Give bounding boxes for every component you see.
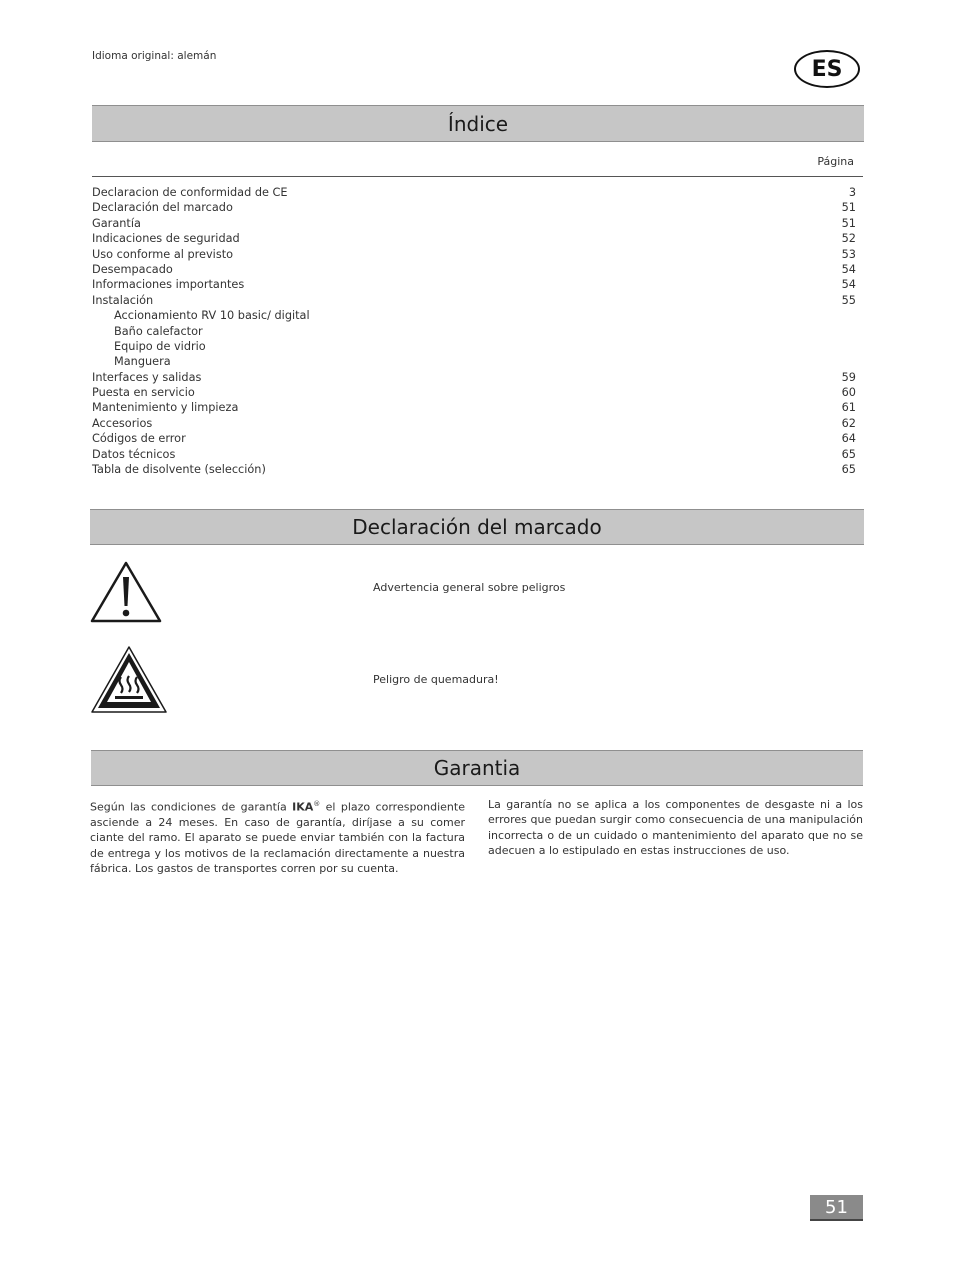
toc-entry xyxy=(92,277,856,292)
toc-entry-page: 65 xyxy=(841,447,856,461)
toc-entry-title: Uso conforme al previsto xyxy=(92,247,234,261)
toc-entry xyxy=(92,247,856,262)
toc-entry-page: 55 xyxy=(841,293,856,307)
toc-entry-page: 59 xyxy=(841,370,856,384)
toc-entry-page xyxy=(836,354,856,369)
toc-entry-title: Indicaciones de seguridad xyxy=(92,232,240,246)
toc-entry-page: 51 xyxy=(841,216,856,230)
symbol-text-warning: Advertencia general sobre peligros xyxy=(373,581,566,594)
toc-entry-page: 54 xyxy=(841,262,856,276)
toc-entry xyxy=(92,385,856,400)
toc-entry xyxy=(92,370,856,385)
original-language-note: Idioma original: alemán xyxy=(92,50,217,62)
garantia-right-paragraph: La garantía no se aplica a los componentes de desgaste ni a los errores que puedan surgir como consecuencia de una manipulación incorrecta o de un cuidado o mantenimiento del aparato que no se adecuen a lo estipulado en estas instrucciones de uso. xyxy=(488,798,863,858)
toc-entry xyxy=(92,293,856,308)
toc-entry-page xyxy=(836,339,856,354)
toc-entry-page: 61 xyxy=(841,401,856,415)
page-number: 51 xyxy=(810,1195,863,1221)
toc-entry-title: Mantenimiento y limpieza xyxy=(92,401,239,415)
toc-entry-title: Tabla de disolvente (selección) xyxy=(92,463,266,477)
toc-entry xyxy=(92,185,856,200)
toc-entry-page: 54 xyxy=(841,278,856,292)
garantia-left-paragraph xyxy=(90,797,465,877)
toc-entry xyxy=(92,416,856,431)
toc-entry-title: Puesta en servicio xyxy=(92,386,195,400)
toc-entry-title: Equipo de vidrio xyxy=(114,339,206,353)
toc-entry xyxy=(92,462,856,477)
toc-list xyxy=(92,185,856,477)
toc-entry-title: Accesorios xyxy=(92,416,153,430)
toc-entry-title: Datos técnicos xyxy=(92,447,176,461)
declaracion-title: Declaración del marcado xyxy=(352,515,602,539)
toc-entry-page: 53 xyxy=(841,247,856,261)
toc-entry-title: Declaración del marcado xyxy=(92,201,233,215)
toc-entry-title: Garantía xyxy=(92,216,141,230)
declaracion-title-bar xyxy=(90,509,864,545)
toc-entry-title: Informaciones importantes xyxy=(92,278,245,292)
toc-title: Índice xyxy=(447,111,509,136)
garantia-left-text-start: Según las condiciones de garantía xyxy=(90,800,293,814)
brand-name: IKA xyxy=(292,800,314,814)
toc-entry xyxy=(92,324,856,339)
toc-entry-page: 51 xyxy=(841,201,856,215)
garantia-left-text-end: el plazo correspondiente asciende a 24 meses. En caso de garantía, diríjase a su comer ciante del ramo. El aparato se puede enviar también con la factura de entrega y los motivos de la reclamación directamente a nuestra fábrica. Los gastos de transportes corren por su cuenta. xyxy=(90,800,465,876)
toc-entry-title: Accionamiento RV 10 basic/ digital xyxy=(114,309,310,323)
symbol-text-burn: Peligro de quemadura! xyxy=(373,673,499,686)
toc-entry xyxy=(92,216,856,231)
toc-entry-title: Interfaces y salidas xyxy=(92,370,202,384)
warning-triangle-icon xyxy=(90,560,162,628)
toc-entry xyxy=(92,400,856,415)
toc-entry-page: 60 xyxy=(841,386,856,400)
toc-entry xyxy=(92,339,856,354)
registered-mark: ® xyxy=(313,800,321,808)
hot-surface-icon xyxy=(90,645,168,719)
toc-entry xyxy=(92,200,856,215)
toc-entry-title: Baño calefactor xyxy=(114,324,203,338)
toc-title-bar xyxy=(92,105,864,142)
garantia-title: Garantia xyxy=(433,756,521,780)
toc-entry xyxy=(92,262,856,277)
toc-entry-title: Declaracion de conformidad de CE xyxy=(92,186,288,199)
toc-entry xyxy=(92,231,856,246)
toc-entry-page: 65 xyxy=(841,463,856,477)
toc-entry xyxy=(92,354,856,369)
toc-entry xyxy=(92,447,856,462)
toc-entry-page: 62 xyxy=(841,416,856,430)
toc-entry-page xyxy=(836,308,856,323)
toc-entry xyxy=(92,431,856,446)
language-badge: ES xyxy=(794,50,860,88)
garantia-title-bar xyxy=(91,750,863,786)
toc-entry xyxy=(92,308,856,323)
toc-entry-page: 52 xyxy=(841,232,856,246)
toc-divider xyxy=(92,176,863,177)
toc-entry-page: 3 xyxy=(848,186,856,199)
toc-entry-page xyxy=(836,324,856,339)
toc-entry-title: Instalación xyxy=(92,293,154,307)
toc-entry-page: 64 xyxy=(841,432,856,446)
toc-entry-title: Manguera xyxy=(114,355,171,369)
toc-entry-title: Desempacado xyxy=(92,262,173,276)
toc-page-header: Página xyxy=(817,155,854,168)
toc-entry-title: Códigos de error xyxy=(92,432,186,446)
